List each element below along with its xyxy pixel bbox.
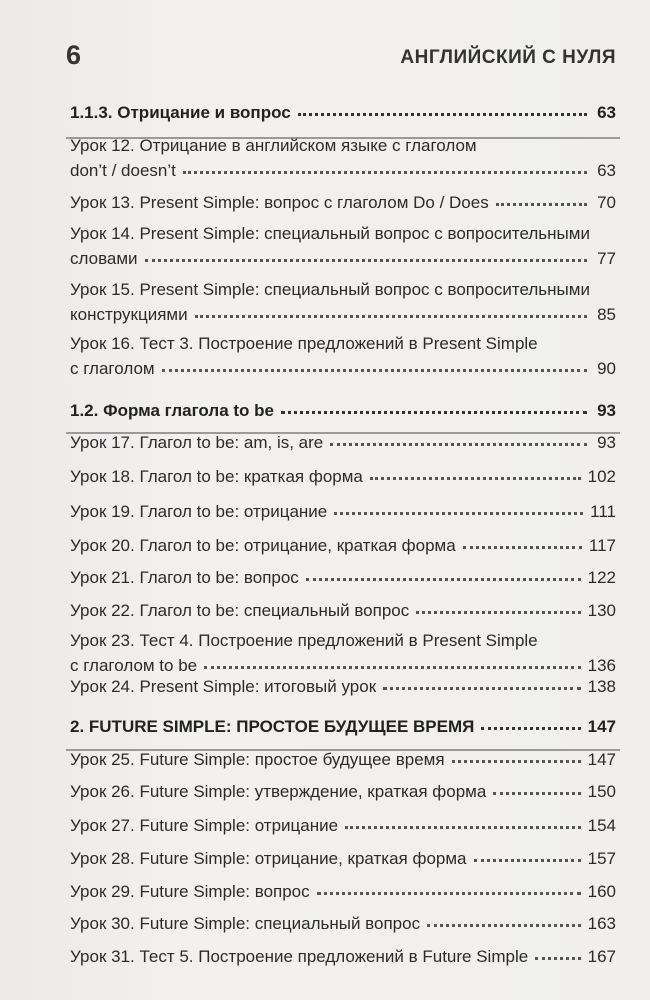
leader-dots bbox=[416, 607, 580, 614]
leader-dots bbox=[370, 473, 581, 480]
toc-page: 63 bbox=[597, 161, 616, 180]
toc-lesson-entry bbox=[70, 565, 616, 590]
toc-title: Урок 31. Тест 5. Построение предложений в Future Simple bbox=[70, 947, 529, 966]
toc-section-entry bbox=[70, 714, 616, 739]
toc-title: Урок 18. Глагол to be: краткая форма bbox=[70, 467, 363, 486]
toc-lesson-entry bbox=[70, 190, 616, 215]
toc-page: 136 bbox=[587, 656, 616, 675]
toc-lesson-entry bbox=[70, 674, 616, 699]
page-number: 6 bbox=[66, 40, 82, 70]
toc-lesson-entry bbox=[70, 879, 616, 904]
toc-lesson-entry bbox=[70, 221, 616, 271]
toc-page: 160 bbox=[587, 882, 616, 901]
toc-lesson-entry bbox=[70, 499, 616, 524]
toc-page: 93 bbox=[597, 401, 616, 420]
toc-lesson-entry bbox=[70, 813, 616, 838]
toc-page: 117 bbox=[588, 536, 616, 555]
toc-lesson-entry bbox=[70, 331, 616, 381]
toc-title: Урок 19. Глагол to be: отрицание bbox=[70, 502, 328, 521]
toc-title: Урок 20. Глагол to be: отрицание, краткая форма bbox=[70, 536, 456, 555]
toc-title: Урок 25. Future Simple: простое будущее время bbox=[70, 750, 445, 769]
toc-lesson-entry bbox=[70, 464, 616, 489]
toc-title-line1: Урок 14. Present Simple: специальный вопрос с вопросительными bbox=[70, 224, 590, 243]
leader-dots bbox=[145, 255, 587, 262]
toc-title: Урок 29. Future Simple: вопрос bbox=[70, 882, 310, 901]
toc-lesson-entry bbox=[70, 133, 616, 183]
leader-dots bbox=[345, 822, 581, 829]
toc-page: 90 bbox=[597, 359, 616, 378]
leader-dots bbox=[383, 683, 580, 690]
leader-dots bbox=[204, 662, 581, 669]
toc-title: конструкциями bbox=[70, 305, 188, 324]
leader-dots bbox=[306, 574, 581, 581]
toc-lesson-entry bbox=[70, 747, 616, 772]
toc-page: 150 bbox=[587, 782, 616, 801]
toc-title-line1: Урок 15. Present Simple: специальный вопрос с вопросительными bbox=[70, 280, 590, 299]
toc-page: 102 bbox=[587, 467, 616, 486]
toc-lesson-entry bbox=[70, 533, 616, 558]
toc-title: Урок 30. Future Simple: специальный вопрос bbox=[70, 914, 421, 933]
toc-title: don’t / doesn’t bbox=[70, 161, 176, 180]
toc-page: 157 bbox=[587, 849, 616, 868]
toc-page: 93 bbox=[597, 433, 616, 452]
leader-dots bbox=[463, 542, 582, 549]
toc-page: 63 bbox=[597, 103, 616, 122]
leader-dots bbox=[481, 723, 580, 730]
toc-lesson-entry bbox=[70, 779, 616, 804]
leader-dots bbox=[334, 508, 583, 515]
toc-title: Урок 17. Глагол to be: am, is, are bbox=[70, 433, 324, 452]
toc-title: Урок 22. Глагол to be: специальный вопрос bbox=[70, 601, 410, 620]
leader-dots bbox=[298, 109, 587, 116]
toc-title-line1: Урок 23. Тест 4. Построение предложений в Present Simple bbox=[70, 631, 538, 650]
leader-dots bbox=[535, 953, 580, 960]
leader-dots bbox=[474, 855, 581, 862]
toc-title: Урок 28. Future Simple: отрицание, краткая форма bbox=[70, 849, 467, 868]
toc-page: 122 bbox=[587, 568, 616, 587]
toc-lesson-entry bbox=[70, 430, 616, 455]
toc-title: Урок 27. Future Simple: отрицание bbox=[70, 816, 339, 835]
toc-title: Урок 26. Future Simple: утверждение, краткая форма bbox=[70, 782, 487, 801]
leader-dots bbox=[493, 788, 580, 795]
toc-lesson-entry bbox=[70, 277, 616, 327]
leader-dots bbox=[330, 439, 587, 446]
toc-title-line1: Урок 16. Тест 3. Построение предложений в Present Simple bbox=[70, 334, 538, 353]
toc-title-line1: Урок 12. Отрицание в английском языке с глаголом bbox=[70, 136, 477, 155]
toc-page: 111 bbox=[590, 502, 616, 521]
toc-page: 130 bbox=[587, 601, 616, 620]
toc-title: с глаголом bbox=[70, 359, 155, 378]
toc-lesson-entry bbox=[70, 628, 616, 678]
toc-page: 85 bbox=[597, 305, 616, 324]
toc-section-entry bbox=[70, 398, 616, 423]
toc-title: 2. FUTURE SIMPLE: ПРОСТОЕ БУДУЩЕЕ ВРЕМЯ bbox=[70, 717, 475, 736]
leader-dots bbox=[281, 407, 587, 414]
leader-dots bbox=[452, 756, 581, 763]
toc-lesson-entry bbox=[70, 944, 616, 969]
toc-title: 1.2. Форма глагола to be bbox=[70, 401, 274, 420]
toc-lesson-entry bbox=[70, 598, 616, 623]
toc-title: с глаголом to be bbox=[70, 656, 198, 675]
toc-title: Урок 21. Глагол to be: вопрос bbox=[70, 568, 299, 587]
toc-page: 147 bbox=[587, 750, 616, 769]
toc-page: 138 bbox=[587, 677, 616, 696]
toc-page: 163 bbox=[587, 914, 616, 933]
leader-dots bbox=[427, 920, 581, 927]
toc-title: Урок 13. Present Simple: вопрос с глаголом Do / Does bbox=[70, 193, 489, 212]
toc-title: словами bbox=[70, 249, 138, 268]
toc-page: 167 bbox=[587, 947, 616, 966]
toc-page: 70 bbox=[597, 193, 616, 212]
toc-title: 1.1.3. Отрицание и вопрос bbox=[70, 103, 291, 122]
leader-dots bbox=[317, 888, 581, 895]
toc-page: 147 bbox=[587, 717, 616, 736]
leader-dots bbox=[183, 167, 587, 174]
toc-lesson-entry bbox=[70, 846, 616, 871]
toc-section-entry bbox=[70, 100, 616, 125]
running-title: АНГЛИЙСКИЙ С НУЛЯ bbox=[400, 47, 616, 68]
page-header bbox=[66, 40, 616, 74]
toc-lesson-entry bbox=[70, 911, 616, 936]
leader-dots bbox=[496, 199, 587, 206]
toc-page: 77 bbox=[597, 249, 616, 268]
leader-dots bbox=[162, 365, 587, 372]
leader-dots bbox=[195, 311, 587, 318]
toc-title: Урок 24. Present Simple: итоговый урок bbox=[70, 677, 377, 696]
toc-page: 154 bbox=[587, 816, 616, 835]
